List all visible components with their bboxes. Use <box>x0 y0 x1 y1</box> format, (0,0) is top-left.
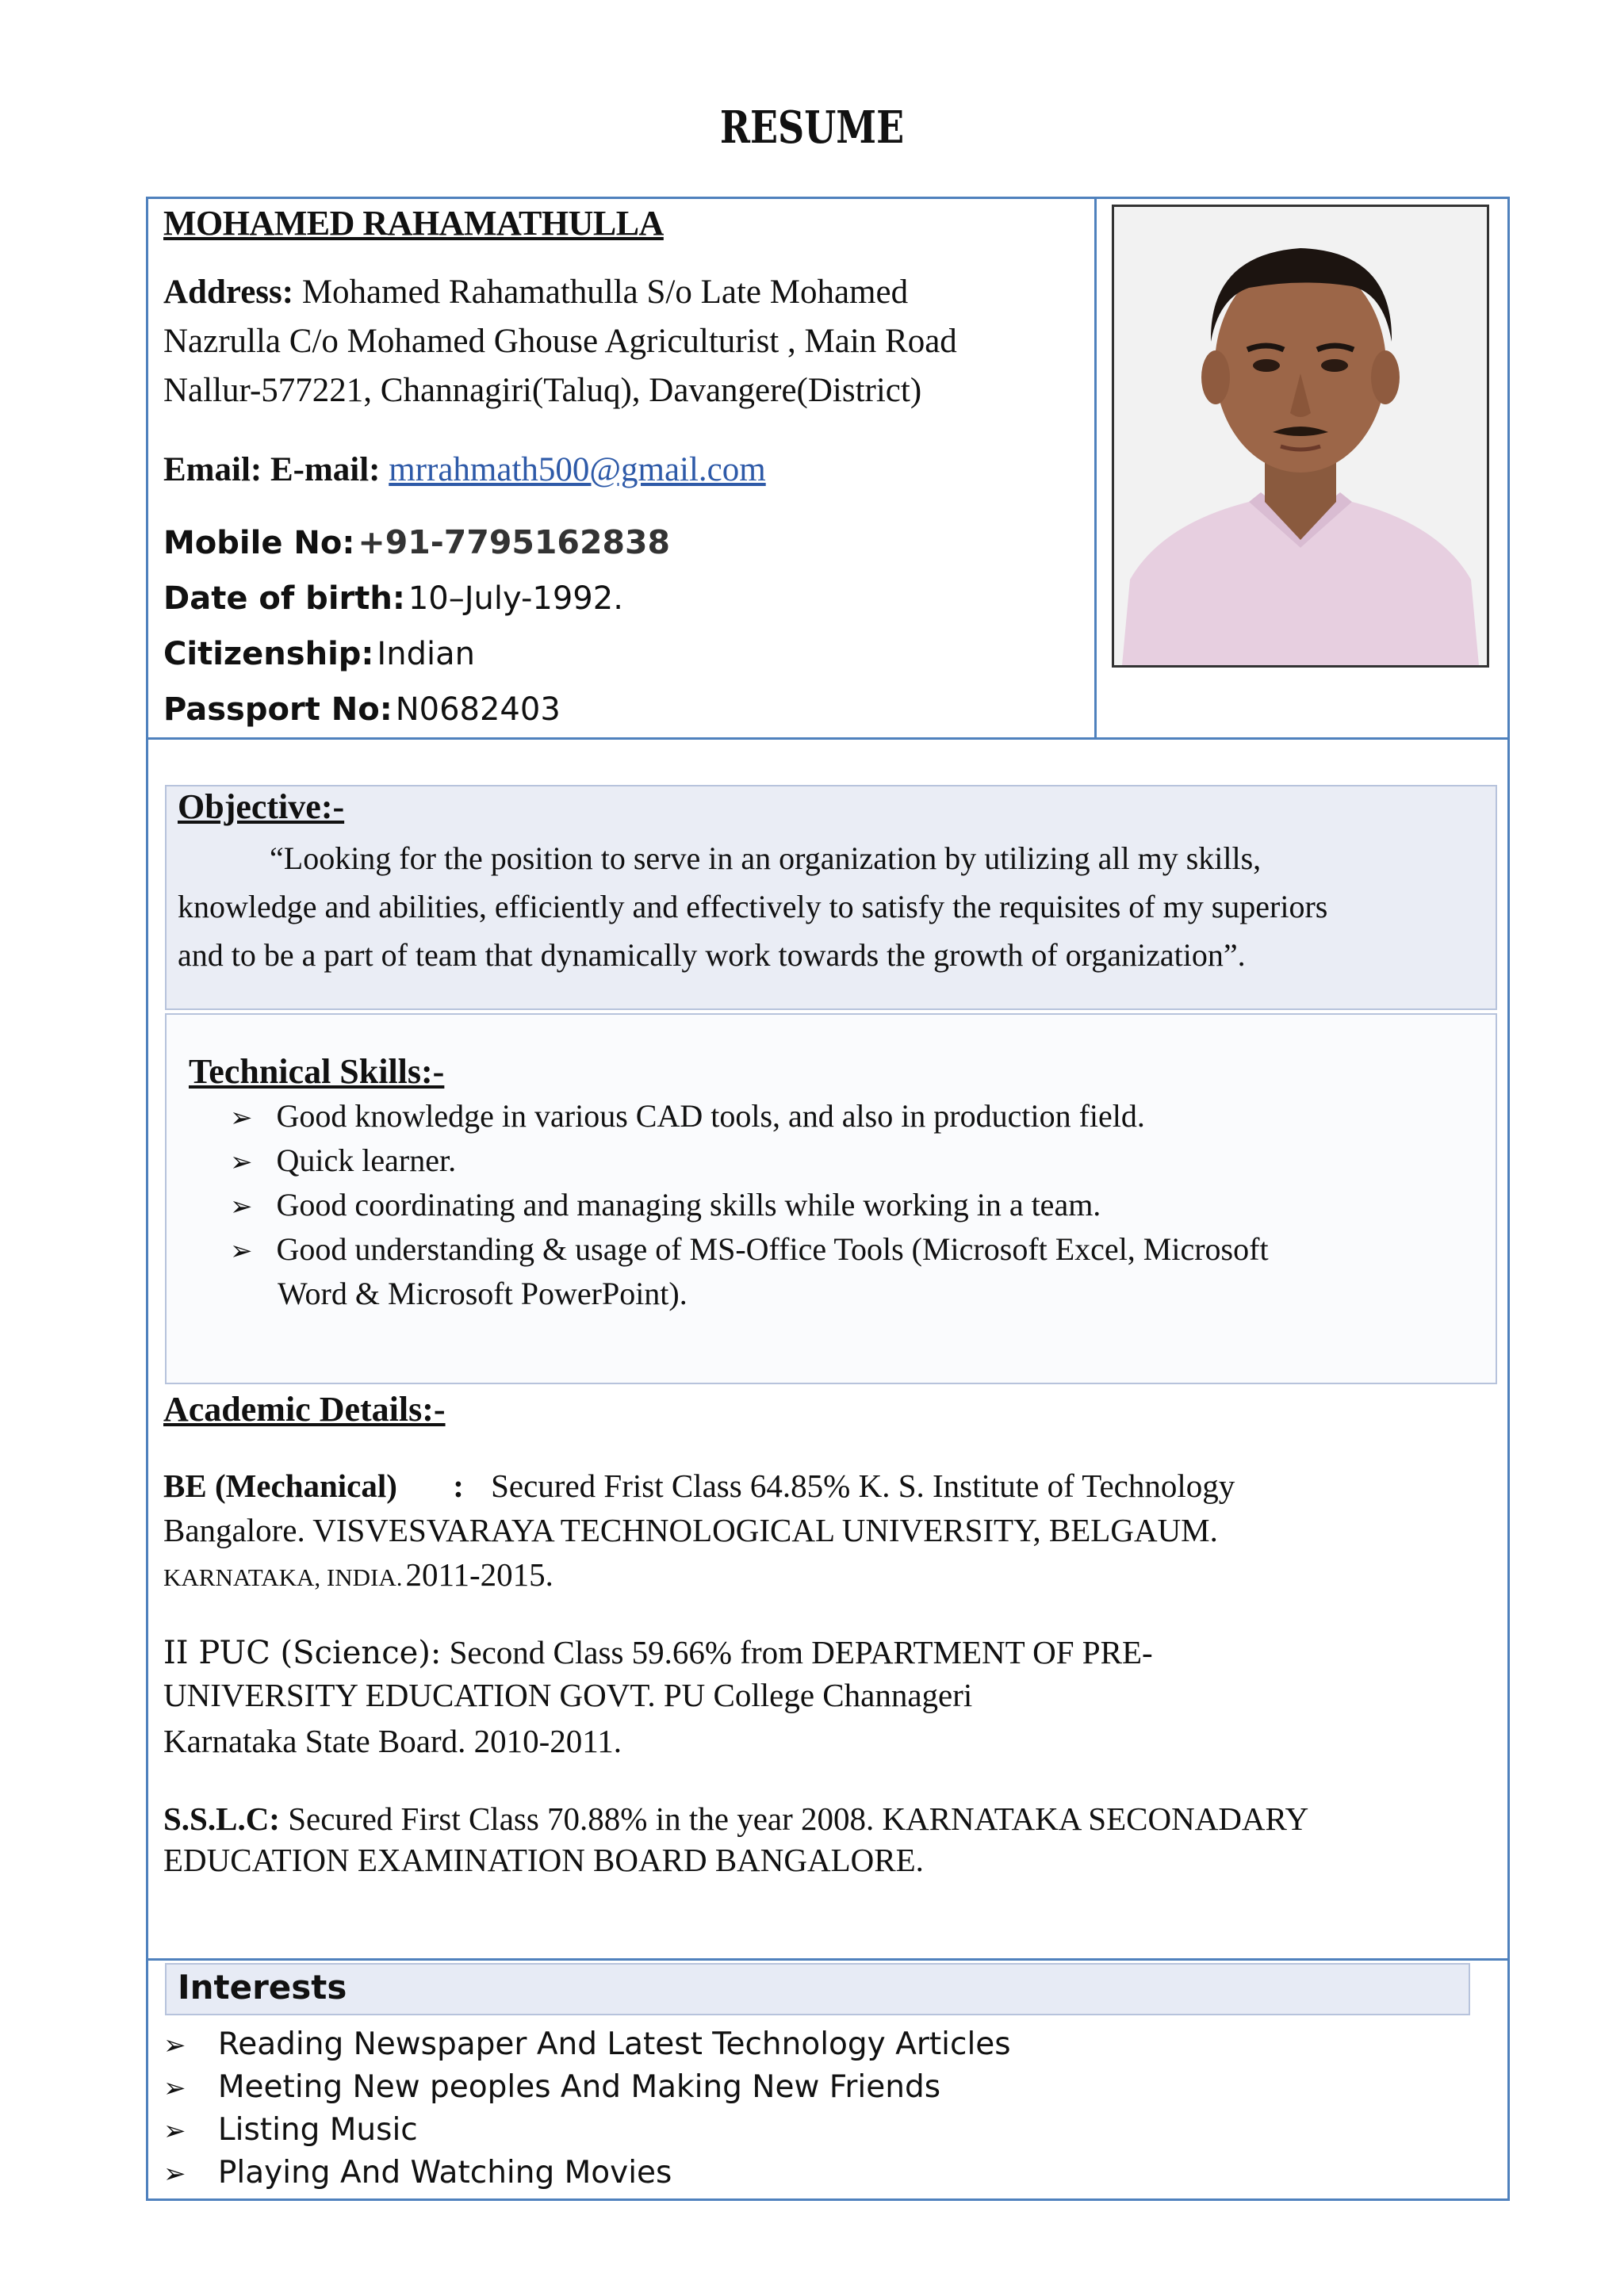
document-title: RESUME <box>719 101 905 154</box>
header-divider-horizontal <box>146 737 1510 740</box>
email-row <box>163 450 766 489</box>
passport-label: Passport No: <box>163 691 393 728</box>
arrow-bullet-icon: ➢ <box>163 2030 186 2061</box>
interest-item: ➢ Reading Newspaper And Latest Technology Articles <box>163 2026 1011 2062</box>
puc-label: II PUC (Science): <box>163 1635 442 1671</box>
be-location: KARNATAKA, INDIA. <box>163 1563 403 1591</box>
puc-line-3: Karnataka State Board. 2010-2011. <box>163 1723 622 1759</box>
address-line-1 <box>163 273 908 312</box>
skill-item: ➢ Good knowledge in various CAD tools, and also in production field. <box>230 1098 1145 1134</box>
dob-label: Date of birth: <box>163 580 405 617</box>
interest-item: ➢ Listing Music <box>163 2112 418 2148</box>
be-line-3 <box>163 1556 553 1594</box>
arrow-bullet-icon: ➢ <box>163 2158 186 2190</box>
sslc-details-1: Secured First Class 70.88% in the year 2008. KARNATAKA SECONADARY <box>288 1800 1309 1837</box>
email-label: Email: E-mail: <box>163 451 381 488</box>
be-label: BE (Mechanical) <box>163 1468 397 1504</box>
arrow-bullet-icon: ➢ <box>230 1235 253 1267</box>
be-details-1: Secured Frist Class 64.85% K. S. Institute of Technology <box>491 1468 1235 1504</box>
objective-line-3: and to be a part of team that dynamically work towards the growth of organization”. <box>178 937 1246 973</box>
address-label: Address: <box>163 274 294 311</box>
be-line-1 <box>163 1467 1235 1505</box>
sslc-line-1 <box>163 1800 1308 1838</box>
skill-item: ➢ Good coordinating and managing skills while working in a team. <box>230 1187 1101 1223</box>
arrow-bullet-icon: ➢ <box>163 2072 186 2104</box>
email-link[interactable]: mrrahmath500@gmail.com <box>389 451 766 488</box>
objective-line-1: “Looking for the position to serve in an organization by utilizing all my skills, <box>270 840 1262 876</box>
be-separator: : <box>453 1468 464 1504</box>
person-portrait-icon <box>1114 207 1487 665</box>
mobile-row <box>163 523 670 561</box>
address-text-1: Mohamed Rahamathulla S/o Late Mohamed <box>301 274 909 311</box>
interests-header-bar <box>165 1963 1470 2015</box>
interests-heading: Interests <box>178 1968 347 2007</box>
be-line-2: Bangalore. VISVESVARAYA TECHNOLOGICAL UNIVERSITY, BELGAUM. <box>163 1512 1218 1548</box>
arrow-bullet-icon: ➢ <box>230 1191 253 1223</box>
candidate-name: MOHAMED RAHAMATHULLA <box>163 204 664 243</box>
header-divider-vertical <box>1094 197 1097 739</box>
address-line-2: Nazrulla C/o Mohamed Ghouse Agriculturist , Main Road <box>163 323 957 360</box>
objective-heading: Objective:- <box>178 787 345 826</box>
citizenship-row <box>163 636 475 672</box>
skill-item: ➢ Quick learner. <box>230 1142 457 1178</box>
skills-heading: Technical Skills:- <box>189 1052 445 1091</box>
citizenship-value: Indian <box>377 636 475 672</box>
address-line-3: Nallur-577221, Channagiri(Taluq), Davangere(District) <box>163 372 922 409</box>
dob-row <box>163 580 623 617</box>
arrow-bullet-icon: ➢ <box>230 1102 253 1134</box>
puc-details-1: Second Class 59.66% from DEPARTMENT OF PRE- <box>449 1634 1153 1670</box>
be-years: 2011-2015. <box>405 1556 553 1593</box>
skill-item-continued: Word & Microsoft PowerPoint). <box>278 1276 688 1311</box>
academics-heading: Academic Details:- <box>163 1390 446 1429</box>
interests-divider <box>146 1958 1510 1961</box>
puc-line-2: UNIVERSITY EDUCATION GOVT. PU College Channageri <box>163 1677 973 1713</box>
interest-item: ➢ Playing And Watching Movies <box>163 2155 672 2191</box>
sslc-label: S.S.L.C: <box>163 1800 280 1837</box>
skill-item: ➢ Good understanding & usage of MS-Office Tools (Microsoft Excel, Microsoft <box>230 1231 1269 1267</box>
interest-item: ➢ Meeting New peoples And Making New Friends <box>163 2069 941 2105</box>
passport-row <box>163 691 561 728</box>
arrow-bullet-icon: ➢ <box>230 1146 253 1178</box>
profile-photo <box>1112 205 1489 668</box>
dob-value: 10–July-1992. <box>408 580 623 617</box>
citizenship-label: Citizenship: <box>163 636 374 672</box>
mobile-value: +91-7795162838 <box>358 523 671 561</box>
puc-line-1 <box>163 1633 1153 1671</box>
passport-value: N0682403 <box>395 691 561 728</box>
sslc-line-2: EDUCATION EXAMINATION BOARD BANGALORE. <box>163 1842 924 1878</box>
mobile-label: Mobile No: <box>163 525 355 561</box>
arrow-bullet-icon: ➢ <box>163 2115 186 2147</box>
objective-line-2: knowledge and abilities, efficiently and effectively to satisfy the requisites of my superiors <box>178 889 1328 924</box>
